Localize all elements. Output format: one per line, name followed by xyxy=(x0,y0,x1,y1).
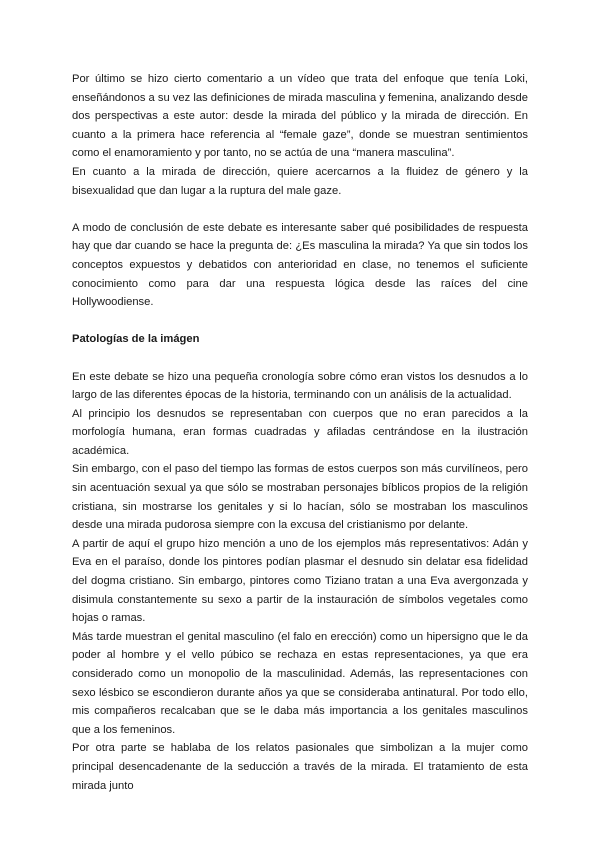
paragraph-curvilinear: Sin embargo, con el paso del tiempo las formas de estos cuerpos son más curvilíneos, pero sin acentuación sexual ya que sólo se mostraban personajes bíblicos propios de la religión cristiana, sin mostrarse los genitales y si lo hacían, sólo se mostraban los masculinos desde una mirada pudorosa siempre con la excusa del cristianismo por delante. xyxy=(72,463,528,532)
paragraph-chronology: En este debate se hizo una pequeña cronología sobre cómo eran vistos los desnudos a lo largo de las diferentes épocas de la historia, terminando con un análisis de la actualidad. xyxy=(72,370,528,402)
paragraph-gap xyxy=(72,349,528,368)
paragraph-passional-stories: Por otra parte se hablaba de los relatos pasionales que simbolizan a la mujer como principal desencadenante de la seducción a través de la mirada. El tratamiento de esta mirada junto xyxy=(72,742,528,792)
paragraph-gap xyxy=(72,200,528,219)
paragraph-conclusion: A modo de conclusión de este debate es interesante saber qué posibilidades de respuesta hay que dar cuando se hace la pregunta de: ¿Es masculina la mirada? Ya que sin todos los conceptos expuestos y debatidos con anterioridad en clase, no tenemos el suficiente conocimiento como para dar una respuesta lógica desde las raíces del cine Hollywoodiense. xyxy=(72,221,528,309)
paragraph-adam-eve: A partir de aquí el grupo hizo mención a uno de los ejemplos más representativos: Adán y Eva en el paraíso, donde los pintores podían plasmar el desnudo sin delatar esa fidelidad del dogma cristiano. Sin embargo, pintores como Tiziano tratan a una Eva avergonzada y disimula constantemente su sexo a partir de la instauración de símbolos vegetales como hojas o ramas. xyxy=(72,537,528,625)
paragraph-direction-gaze: En cuanto a la mirada de dirección, quiere acercarnos a la fluidez de género y la bisexualidad que dan lugar a la ruptura del male gaze. xyxy=(72,165,528,197)
section-heading: Patologías de la imágen xyxy=(72,333,200,346)
document-body xyxy=(72,70,528,795)
paragraph-gap xyxy=(72,312,528,331)
paragraph-loki-gaze: Por último se hizo cierto comentario a un vídeo que trata del enfoque que tenía Loki, enseñándonos a su vez las definiciones de mirada masculina y femenina, analizando desde dos perspectivas a este autor: desde la mirada del público y la mirada de dirección. En cuanto a la primera hace referencia al “female gaze”, donde se muestran sentimientos como el enamoramiento y por tanto, no se actúa de una “manera masculina”. xyxy=(72,73,528,160)
paragraph-masculine-genital: Más tarde muestran el genital masculino (el falo en erección) como un hipersigno que le da poder al hombre y el vello púbico se rechaza en estas representaciones, ya que era considerado como un monopolio de la masculinidad. Además, las representaciones con sexo lésbico se escondieron durante años ya que se consideraba antinatural. Por todo ello, mis compañeros recalcaban que se le daba más importancia a los genitales masculinos que a los femeninos. xyxy=(72,630,528,736)
paragraph-early-nudes: Al principio los desnudos se representaban con cuerpos que no eran parecidos a la morfología humana, eran formas cuadradas y afiladas centrándose en la ilustración académica. xyxy=(72,407,528,457)
